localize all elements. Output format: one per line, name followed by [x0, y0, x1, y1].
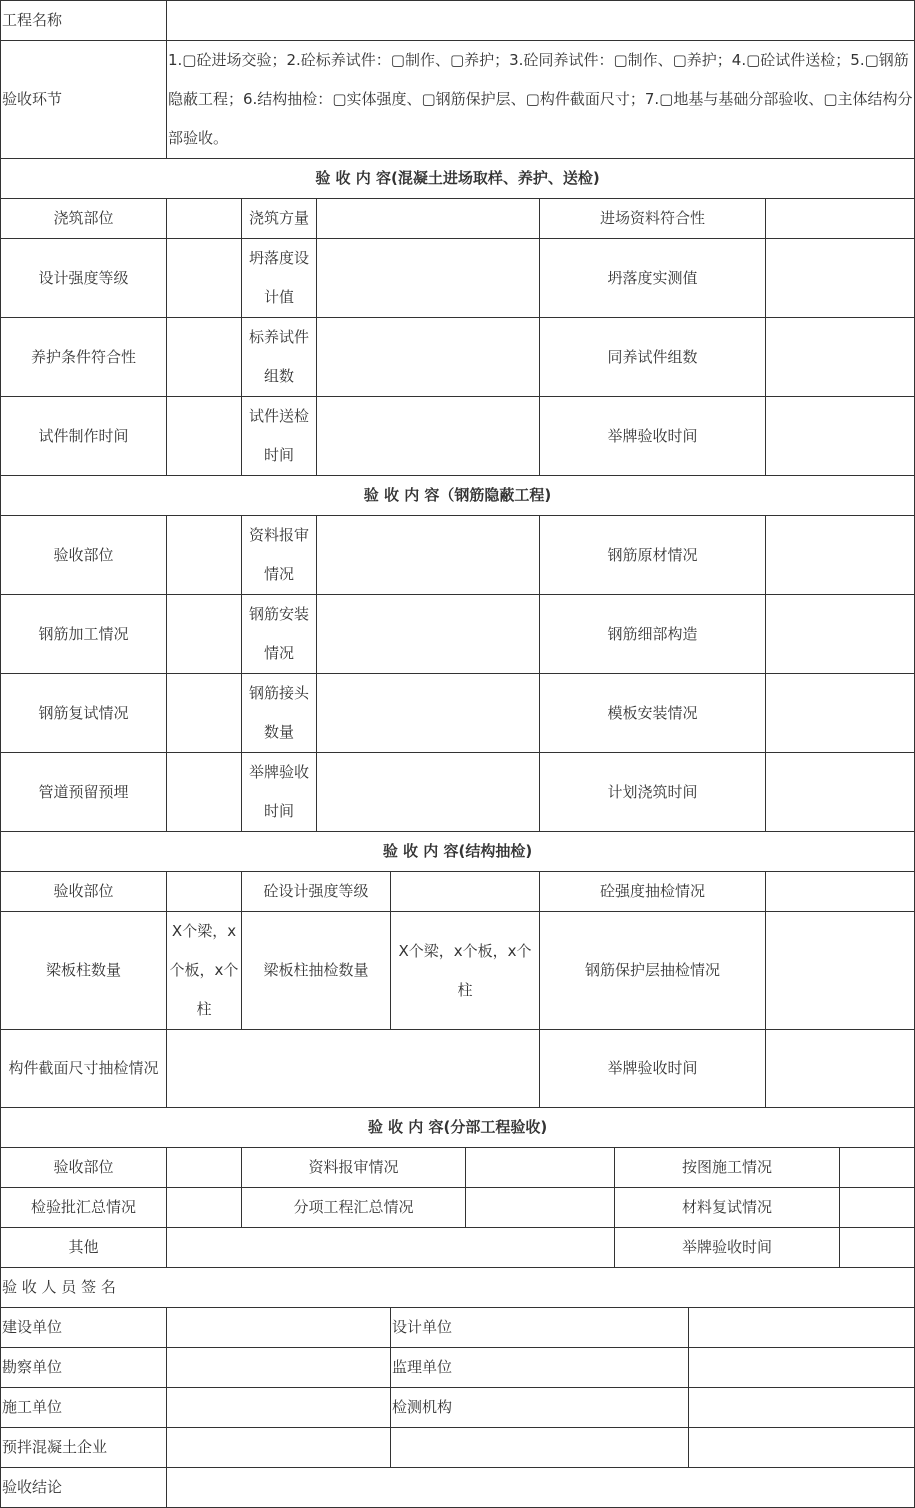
formwork-label: 模板安装情况: [540, 674, 766, 753]
division-docs-review-label: 资料报审情况: [242, 1148, 466, 1188]
specimen-send-time-field[interactable]: [317, 397, 540, 476]
ready-mix-extra-field-2[interactable]: [689, 1428, 915, 1468]
rebar-processing-field[interactable]: [167, 595, 242, 674]
structural-location-label: 验收部位: [1, 872, 167, 912]
specimen-send-time-label: 试件送检时间: [242, 397, 317, 476]
joint-qty-label: 钢筋接头数量: [242, 674, 317, 753]
division-location-field[interactable]: [167, 1148, 242, 1188]
raw-material-field[interactable]: [766, 516, 915, 595]
plan-pour-time-label: 计划浇筑时间: [540, 753, 766, 832]
other-field[interactable]: [167, 1228, 615, 1268]
contractor-signature-field[interactable]: [167, 1388, 391, 1428]
formwork-field[interactable]: [766, 674, 915, 753]
rebar-installation-field[interactable]: [317, 595, 540, 674]
signatures-title: 验 收 人 员 签 名: [1, 1268, 915, 1308]
material-retest-field[interactable]: [840, 1188, 915, 1228]
sample-count-value[interactable]: X个梁，x个板，x个柱: [391, 912, 540, 1030]
rebar-retest-field[interactable]: [167, 674, 242, 753]
ready-mix-extra-field[interactable]: [391, 1428, 689, 1468]
contractor-label: 施工单位: [1, 1388, 167, 1428]
strength-check-field[interactable]: [766, 872, 915, 912]
acceptance-stage-label: 验收环节: [1, 41, 167, 159]
curing-compliance-label: 养护条件符合性: [1, 318, 167, 397]
rebar-retest-label: 钢筋复试情况: [1, 674, 167, 753]
pour-volume-label: 浇筑方量: [242, 199, 317, 239]
batch-summary-field[interactable]: [167, 1188, 242, 1228]
supervisor-signature-field[interactable]: [689, 1348, 915, 1388]
section-title-division: 验 收 内 容(分部工程验收): [1, 1108, 915, 1148]
rebar-location-field[interactable]: [167, 516, 242, 595]
entry-docs-label: 进场资料符合性: [540, 199, 766, 239]
specimen-time-label: 试件制作时间: [1, 397, 167, 476]
rebar-docs-review-label: 资料报审情况: [242, 516, 317, 595]
rebar-sign-time-label: 举牌验收时间: [242, 753, 317, 832]
strength-check-label: 砼强度抽检情况: [540, 872, 766, 912]
testing-label: 检测机构: [391, 1388, 689, 1428]
member-count-value[interactable]: X个梁，x个板，x个柱: [167, 912, 242, 1030]
design-grade-label: 设计强度等级: [1, 239, 167, 318]
surveyor-label: 勘察单位: [1, 1348, 167, 1388]
project-name-field[interactable]: [167, 1, 915, 41]
rebar-sign-time-field[interactable]: [317, 753, 540, 832]
structural-sign-time-field[interactable]: [766, 1030, 915, 1108]
section-title-concrete: 验 收 内 容(混凝土进场取样、养护、送检): [1, 159, 915, 199]
specimen-time-field[interactable]: [167, 397, 242, 476]
per-drawing-label: 按图施工情况: [615, 1148, 840, 1188]
rebar-installation-label: 钢筋安装情况: [242, 595, 317, 674]
conclusion-label: 验收结论: [1, 1468, 167, 1508]
rebar-location-label: 验收部位: [1, 516, 167, 595]
rebar-docs-review-field[interactable]: [317, 516, 540, 595]
section-check-label: 构件截面尺寸抽检情况: [1, 1030, 167, 1108]
design-grade-field[interactable]: [167, 239, 242, 318]
pipes-field[interactable]: [167, 753, 242, 832]
slump-measured-field[interactable]: [766, 239, 915, 318]
curing-compliance-field[interactable]: [167, 318, 242, 397]
same-specimen-groups-label: 同养试件组数: [540, 318, 766, 397]
pour-location-label: 浇筑部位: [1, 199, 167, 239]
std-specimen-groups-field[interactable]: [317, 318, 540, 397]
concrete-sign-time-field[interactable]: [766, 397, 915, 476]
cover-check-label: 钢筋保护层抽检情况: [540, 912, 766, 1030]
sample-count-label: 梁板柱抽检数量: [242, 912, 391, 1030]
section-title-structural: 验 收 内 容(结构抽检): [1, 832, 915, 872]
other-label: 其他: [1, 1228, 167, 1268]
project-name-label: 工程名称: [1, 1, 167, 41]
item-summary-field[interactable]: [466, 1188, 615, 1228]
division-sign-time-label: 举牌验收时间: [615, 1228, 840, 1268]
section-title-rebar: 验 收 内 容（钢筋隐蔽工程): [1, 476, 915, 516]
designer-label: 设计单位: [391, 1308, 689, 1348]
structural-design-grade-label: 砼设计强度等级: [242, 872, 391, 912]
raw-material-label: 钢筋原材情况: [540, 516, 766, 595]
division-location-label: 验收部位: [1, 1148, 167, 1188]
pour-location-field[interactable]: [167, 199, 242, 239]
entry-docs-field[interactable]: [766, 199, 915, 239]
owner-signature-field[interactable]: [167, 1308, 391, 1348]
material-retest-label: 材料复试情况: [615, 1188, 840, 1228]
pipes-label: 管道预留预埋: [1, 753, 167, 832]
conclusion-field[interactable]: [167, 1468, 915, 1508]
plan-pour-time-field[interactable]: [766, 753, 915, 832]
same-specimen-groups-field[interactable]: [766, 318, 915, 397]
std-specimen-groups-label: 标养试件组数: [242, 318, 317, 397]
pour-volume-field[interactable]: [317, 199, 540, 239]
per-drawing-field[interactable]: [840, 1148, 915, 1188]
supervisor-label: 监理单位: [391, 1348, 689, 1388]
structural-design-grade-field[interactable]: [391, 872, 540, 912]
member-count-label: 梁板柱数量: [1, 912, 167, 1030]
batch-summary-label: 检验批汇总情况: [1, 1188, 167, 1228]
joint-qty-field[interactable]: [317, 674, 540, 753]
section-check-field[interactable]: [167, 1030, 540, 1108]
rebar-processing-label: 钢筋加工情况: [1, 595, 167, 674]
cover-check-field[interactable]: [766, 912, 915, 1030]
division-sign-time-field[interactable]: [840, 1228, 915, 1268]
acceptance-stage-options[interactable]: 1.▢砼进场交验；2.砼标养试件：▢制作、▢养护；3.砼同养试件：▢制作、▢养护；4.▢砼试件送检；5.▢钢筋隐蔽工程；6.结构抽检：▢实体强度、▢钢筋保护层、▢构件截面尺寸；7.▢地基与基础分部验收、▢主体结构分部验收。: [167, 41, 915, 159]
ready-mix-signature-field[interactable]: [167, 1428, 391, 1468]
designer-signature-field[interactable]: [689, 1308, 915, 1348]
item-summary-label: 分项工程汇总情况: [242, 1188, 466, 1228]
structural-location-field[interactable]: [167, 872, 242, 912]
surveyor-signature-field[interactable]: [167, 1348, 391, 1388]
owner-label: 建设单位: [1, 1308, 167, 1348]
structural-sign-time-label: 举牌验收时间: [540, 1030, 766, 1108]
slump-design-field[interactable]: [317, 239, 540, 318]
slump-design-label: 坍落度设计值: [242, 239, 317, 318]
division-docs-review-field[interactable]: [466, 1148, 615, 1188]
rebar-detail-field[interactable]: [766, 595, 915, 674]
testing-signature-field[interactable]: [689, 1388, 915, 1428]
concrete-sign-time-label: 举牌验收时间: [540, 397, 766, 476]
slump-measured-label: 坍落度实测值: [540, 239, 766, 318]
ready-mix-label: 预拌混凝土企业: [1, 1428, 167, 1468]
rebar-detail-label: 钢筋细部构造: [540, 595, 766, 674]
